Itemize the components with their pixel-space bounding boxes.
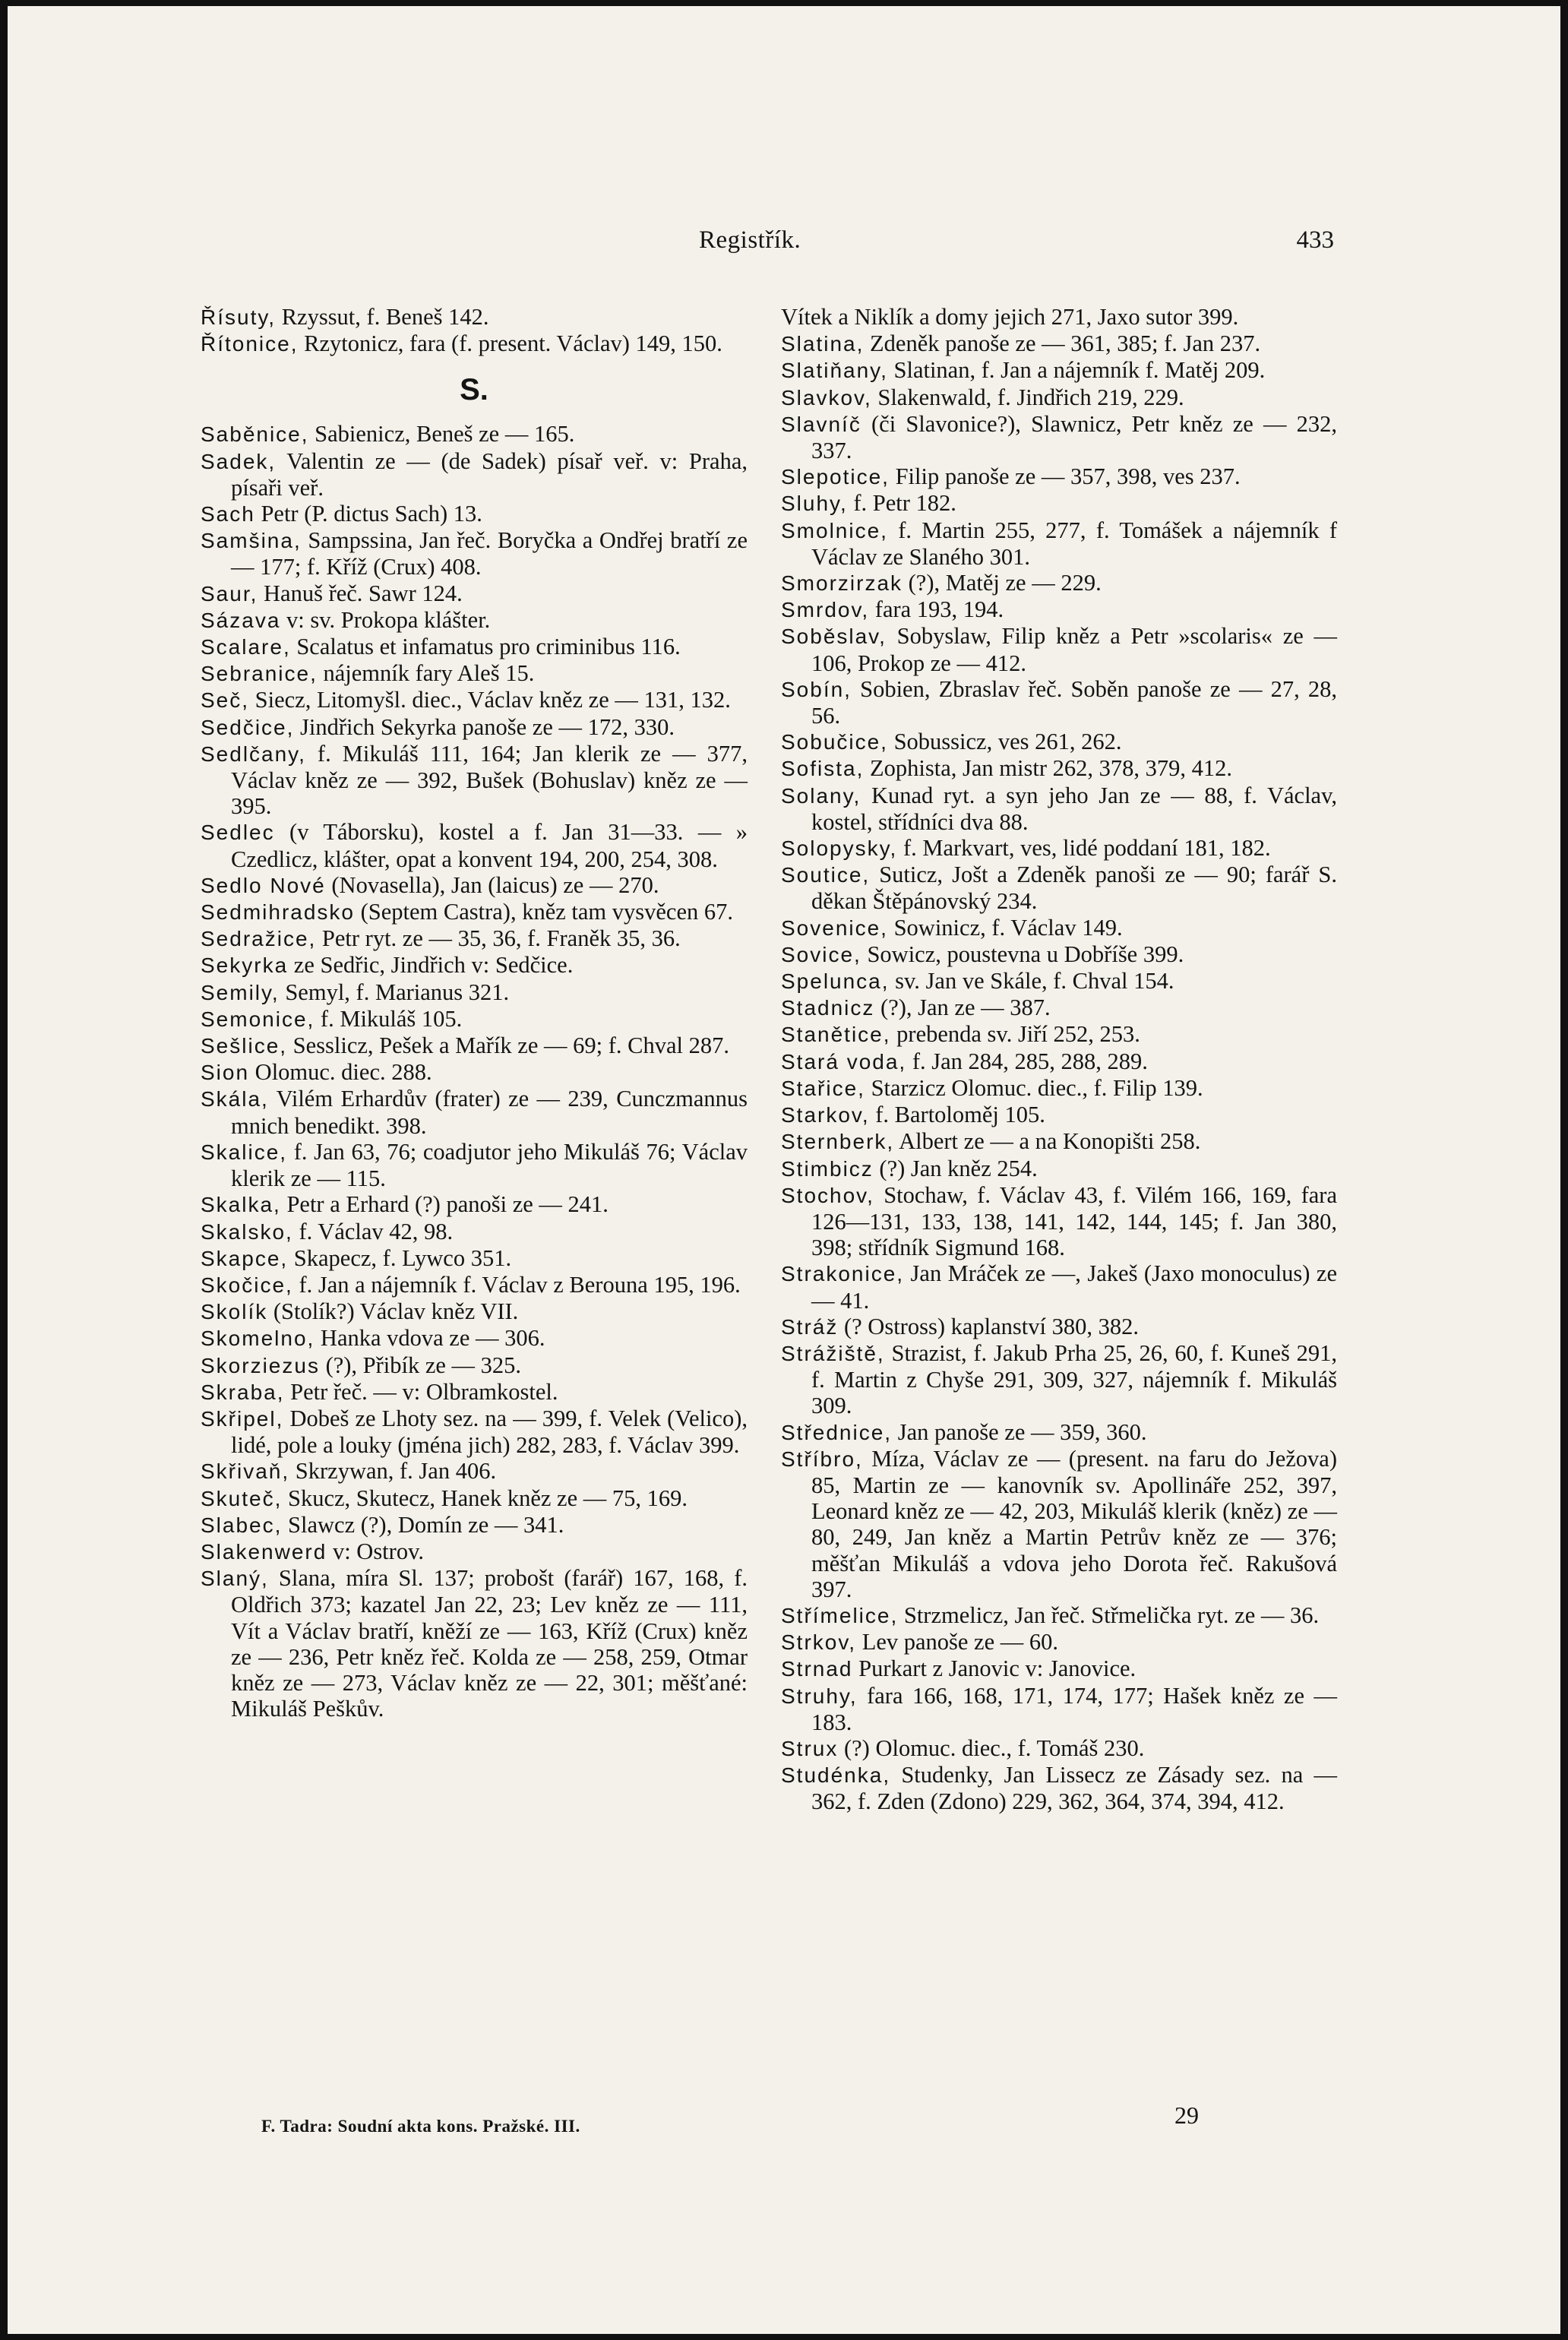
entry-text: Skapecz, f. Lywco 351. (288, 1244, 512, 1271)
entry-text: Zophista, Jan mistr 262, 378, 379, 412. (864, 755, 1232, 782)
entry-headword: Smrdov, (781, 598, 870, 622)
entry-text: Sobussicz, ves 261, 262. (887, 729, 1122, 755)
entry-text: f. Mikuláš 111, 164; Jan klerik ze — 377, Václav kněz ze — 392, Bušek (Bohuslav) kněz ze — 395. (231, 740, 748, 820)
entry-headword: Seč, (201, 688, 250, 713)
entry-text: Studenky, Jan Lissecz ze Zásady sez. na — 362, f. Zden (Zdono) 229, 362, 364, 374, 394, 412. (811, 1762, 1337, 1815)
index-entry (201, 714, 748, 741)
entry-text: ze Sedřic, Jindřich v: Sedčice. (288, 952, 574, 979)
entry-text: f. Václav 42, 98. (292, 1218, 454, 1244)
index-entry (781, 570, 1337, 596)
entry-text: Sobyslaw, Filip kněz a Petr »scolaris« ze — 106, Prokop ze — 412. (811, 623, 1337, 676)
index-entry (201, 1325, 748, 1352)
index-entry (781, 1260, 1337, 1313)
index-entry (781, 1419, 1337, 1446)
entry-text: sv. Jan ve Skále, f. Chval 154. (889, 968, 1174, 994)
entry-headword: Smolnice, (781, 518, 888, 542)
entry-headword: Starkov, (781, 1103, 870, 1127)
entry-text: Míza, Václav ze — (present. na faru do Ježova) 85, Martin ze — kanovník sv. Apollináře 252, 397, Leonard kněz ze — 42, 203, Mikuláš klerik (kněz) ze — 80, 249, Jan kněz a Martin Petrův kněz ze — 376; měšťan Mikuláš a vdova jeho Dorota řeč. Rakušová 397. (811, 1445, 1337, 1602)
entry-text: Dobeš ze Lhoty sez. na — 399, f. Velek (Velico), lidé, pole a louky (jména jich) 282, 283, f. Václav 399. (231, 1405, 748, 1459)
index-entry (201, 819, 748, 871)
entry-text: Slakenwald, f. Jindřich 219, 229. (871, 384, 1184, 410)
entry-text: Suticz, Jošt a Zdeněk panoši ze — 90; farář S. děkan Štěpánovský 234. (811, 862, 1337, 915)
entry-headword: Skála, (201, 1087, 269, 1112)
entry-headword: Střednice, (781, 1420, 893, 1444)
index-entry (781, 411, 1337, 463)
entry-headword: Samšina, (201, 529, 302, 553)
entry-text: f. Petr 182. (847, 490, 956, 517)
index-entry (781, 755, 1337, 782)
entry-text: Sobien, Zbraslav řeč. Soběn panoše ze — 27, 28, 56. (811, 675, 1337, 729)
entry-text: Sowicz, poustevna u Dobříše 399. (861, 941, 1184, 967)
index-entry (201, 304, 748, 330)
entry-text: Hanuš řeč. Sawr 124. (258, 580, 463, 606)
entry-headword: Sobín, (781, 677, 852, 701)
index-entry (201, 1379, 748, 1406)
entry-text: fara 166, 168, 171, 174, 177; Hašek kněz ze — 183. (811, 1682, 1337, 1735)
entry-text: (?) Jan kněz 254. (873, 1155, 1038, 1181)
entry-headword: Spelunca, (781, 969, 890, 994)
entry-headword: Sešlice, (201, 1034, 288, 1058)
signature-mark: 29 (1174, 2101, 1199, 2129)
entry-text: Kunad ryt. a syn jeho Jan ze — 88, f. Václav, kostel, střídníci dva 88. (811, 782, 1337, 835)
entry-headword: Smorzirzak (781, 571, 903, 596)
entry-text: Slatinan, f. Jan a nájemník f. Matěj 209. (887, 357, 1266, 384)
index-entry (201, 1485, 748, 1512)
index-entry (781, 1314, 1337, 1340)
index-entry (781, 835, 1337, 862)
entry-text: f. Markvart, ves, lidé poddaní 181, 182. (897, 835, 1271, 862)
entry-headword: Skalice, (201, 1140, 288, 1164)
entry-headword: Slavkov, (781, 385, 872, 410)
entry-text: Olomuc. diec. 288. (249, 1059, 432, 1086)
entry-text: (?), Jan ze — 387. (874, 994, 1051, 1021)
index-entry (201, 1565, 748, 1722)
index-entry (201, 421, 748, 447)
index-entry (201, 501, 748, 527)
entry-text: v: sv. Prokopa klášter. (280, 606, 491, 633)
entry-text: (Septem Castra), kněz tam vysvěcen 67. (354, 899, 733, 925)
entry-text: Petr ryt. ze — 35, 36, f. Franěk 35, 36. (316, 925, 681, 952)
entry-headword: Sion (201, 1061, 250, 1085)
entry-text: f. Jan 284, 285, 288, 289. (906, 1048, 1148, 1074)
index-entry (201, 660, 748, 687)
index-entry (201, 607, 748, 634)
entry-text: Hanka vdova ze — 306. (315, 1325, 545, 1352)
entry-text: Skucz, Skutecz, Hanek kněz ze — 75, 169. (282, 1485, 688, 1511)
index-entry (781, 1182, 1337, 1261)
index-entry (781, 384, 1337, 411)
entry-headword: Sovenice, (781, 915, 888, 940)
index-entry (201, 1191, 748, 1218)
entry-text: Sabienicz, Beneš ze — 165. (308, 421, 575, 447)
entry-text: f. Jan 63, 76; coadjutor jeho Mikuláš 76; Václav klerik ze — 115. (231, 1138, 748, 1192)
entry-text: (či Slavonice?), Slawnicz, Petr kněz ze — 232, 337. (811, 410, 1337, 464)
entry-text: f. Mikuláš 105. (315, 1005, 463, 1032)
index-entry (201, 1245, 748, 1272)
running-title: Registřík. (699, 226, 801, 254)
entry-headword: Strážiště, (781, 1341, 885, 1365)
index-entry (201, 1272, 748, 1298)
entry-headword: Sach (201, 502, 255, 526)
index-entry (201, 1086, 748, 1138)
entry-text: nájemník fary Aleš 15. (317, 660, 535, 687)
entry-headword: Strakonice, (781, 1262, 905, 1286)
index-entry (781, 1340, 1337, 1419)
entry-headword: Skalsko, (201, 1219, 293, 1244)
entry-headword: Slabec, (201, 1513, 283, 1537)
entry-headword: Slatina, (781, 332, 865, 356)
entry-headword: Stadnicz (781, 996, 875, 1020)
entry-text: Vítek a Niklík a domy jejich 271, Jaxo sutor 399. (781, 304, 1239, 330)
index-entry (781, 941, 1337, 968)
index-entry (201, 872, 748, 899)
index-entry (201, 1298, 748, 1325)
index-entry (781, 1156, 1337, 1182)
entry-headword: Stanětice, (781, 1023, 891, 1047)
entry-text: f. Bartoloměj 105. (869, 1102, 1045, 1128)
index-entry (201, 1352, 748, 1379)
index-entry (781, 1128, 1337, 1155)
document-page (8, 6, 1560, 2334)
entry-headword: Stříbro, (781, 1447, 863, 1471)
index-entry (781, 490, 1337, 517)
entry-headword: Slaný, (201, 1567, 269, 1591)
entry-headword: Skřivaň, (201, 1459, 290, 1484)
entry-text: Rzyssut, f. Beneš 142. (276, 304, 489, 330)
index-entry (781, 1735, 1337, 1762)
entry-headword: Sobučice, (781, 730, 888, 754)
entry-text: Zdeněk panoše ze — 361, 385; f. Jan 237. (864, 330, 1261, 357)
entry-headword: Slatiňany, (781, 359, 888, 383)
index-entry (781, 1655, 1337, 1682)
index-entry (781, 1075, 1337, 1102)
right-column (781, 304, 1337, 1815)
entry-headword: Sázava (201, 608, 281, 632)
entry-headword: Solany, (781, 783, 861, 808)
index-entry (201, 1032, 748, 1059)
index-entry (781, 729, 1337, 755)
index-entry (201, 899, 748, 925)
entry-headword: Strkov, (781, 1630, 857, 1655)
entry-headword: Stochov, (781, 1183, 874, 1207)
entry-text: (?), Přibík ze — 325. (319, 1352, 522, 1378)
entry-text: Scalatus et infamatus pro criminibus 116. (290, 634, 681, 660)
entry-headword: Sofista, (781, 757, 865, 781)
index-entry (781, 783, 1337, 835)
entry-text: Petr (P. dictus Sach) 13. (254, 501, 482, 527)
entry-headword: Sedlo Nové (201, 873, 326, 897)
entry-headword: Struhy, (781, 1684, 858, 1708)
entry-text: Vilém Erhardův (frater) ze — 239, Cunczmannus mnich benedikt. 398. (231, 1086, 748, 1139)
index-entry (201, 1006, 748, 1032)
entry-text: Strazist, f. Jakub Prha 25, 26, 60, f. Kuneš 291, f. Martin z Chyše 291, 309, 327, nájemník f. Mikuláš 309. (811, 1339, 1337, 1419)
entry-headword: Sedražice, (201, 927, 317, 951)
index-entry (781, 330, 1337, 357)
index-entry (781, 862, 1337, 914)
index-entry (781, 596, 1337, 623)
entry-headword: Saur, (201, 581, 258, 606)
entry-headword: Skomelno, (201, 1327, 315, 1351)
index-entry (781, 1021, 1337, 1048)
entry-headword: Stimbicz (781, 1156, 874, 1181)
entry-headword: Skorziezus (201, 1353, 320, 1377)
entry-headword: Semily, (201, 980, 280, 1004)
index-entry (781, 304, 1337, 330)
index-entry (201, 1219, 748, 1245)
entry-headword: Sekyrka (201, 953, 289, 978)
entry-text: Slana, míra Sl. 137; probošt (farář) 167, 168, f. Oldřich 373; kazatel Jan 22, 23; Lev kněz ze — 111, Vít a Václav bratří, kněží ze — 163, Kříž (Crux) kněz ze — 236, Petr kněz řeč. Kolda ze — 258, 259, Otmar kněz ze — 273, Václav kněz ze — 22, 301; měšťané: Mikuláš Peškův. (231, 1565, 748, 1722)
entry-text: prebenda sv. Jiří 252, 253. (890, 1021, 1140, 1048)
index-entry (201, 1512, 748, 1538)
entry-headword: Sternberk, (781, 1130, 895, 1154)
entry-text: Petr řeč. — v: Olbramkostel. (284, 1378, 558, 1405)
entry-headword: Skapce, (201, 1246, 289, 1270)
index-entry (781, 357, 1337, 384)
entry-text: Filip panoše ze — 357, 398, ves 237. (889, 463, 1241, 490)
page-number: 433 (1296, 226, 1334, 254)
entry-text: Slawcz (?), Domín ze — 341. (282, 1511, 564, 1538)
index-entry (201, 1538, 748, 1565)
entry-headword: Sebranice, (201, 662, 318, 686)
index-entry (201, 580, 748, 607)
entry-headword: Saběnice, (201, 422, 309, 447)
entry-text: v: Ostrov. (327, 1538, 424, 1564)
index-entry (201, 448, 748, 501)
index-entry (201, 687, 748, 713)
entry-headword: Sedmihradsko (201, 900, 355, 925)
entry-headword: Skalka, (201, 1193, 281, 1217)
entry-headword: Strux (781, 1736, 839, 1760)
entry-text: Skrzywan, f. Jan 406. (289, 1458, 497, 1485)
entry-text: Rzytonicz, fara (f. present. Václav) 149, 150. (298, 330, 722, 357)
entry-text: Valentin ze — (de Sadek) písař veř. v: Praha, písaři veř. (231, 447, 748, 501)
entry-text: Lev panoše ze — 60. (856, 1629, 1058, 1655)
index-entry (781, 463, 1337, 490)
index-entry (201, 330, 748, 357)
entry-headword: Scalare, (201, 635, 291, 659)
index-entry (781, 915, 1337, 941)
index-entry (201, 1406, 748, 1458)
entry-headword: Skraba, (201, 1380, 285, 1404)
entry-headword: Střímelice, (781, 1603, 899, 1627)
index-entry (781, 623, 1337, 675)
entry-text: Semyl, f. Marianus 321. (279, 979, 510, 1005)
entry-text: Strzmelicz, Jan řeč. Střmelička ryt. ze — 36. (898, 1602, 1320, 1628)
entry-text: (?) Olomuc. diec., f. Tomáš 230. (838, 1734, 1145, 1761)
entry-text: Sowinicz, f. Václav 149. (887, 914, 1123, 941)
index-entry (201, 925, 748, 952)
entry-text: Jan Mráček ze —, Jakeš (Jaxo monoculus) ze — 41. (811, 1260, 1337, 1314)
entry-headword: Skřipel, (201, 1406, 284, 1431)
index-entry (201, 741, 748, 820)
index-entry (201, 634, 748, 660)
index-entry (201, 979, 748, 1006)
entry-text: (Novasella), Jan (laicus) ze — 270. (325, 871, 659, 898)
entry-headword: Sedlec (201, 821, 275, 845)
entry-headword: Slepotice, (781, 465, 890, 489)
entry-headword: Sluhy, (781, 492, 848, 516)
index-entry (781, 517, 1337, 570)
entry-text: Albert ze — a na Konopišti 258. (894, 1128, 1201, 1155)
entry-headword: Soutice, (781, 863, 871, 887)
footer-imprint: F. Tadra: Soudní akta kons. Pražské. III. (261, 2117, 580, 2136)
entry-headword: Soběslav, (781, 625, 887, 649)
entry-text: fara 193, 194. (869, 596, 1004, 623)
entry-text: f. Martin 255, 277, f. Tomášek a nájemník f Václav ze Slaného 301. (811, 517, 1337, 570)
entry-headword: Solopysky, (781, 836, 898, 861)
index-entry (781, 1602, 1337, 1629)
entry-headword: Slakenwerd (201, 1539, 327, 1564)
index-entry (201, 527, 748, 580)
entry-text: Sesslicz, Pešek a Mařík ze — 69; f. Chval 287. (287, 1032, 729, 1059)
index-entry (201, 952, 748, 979)
index-entry (781, 1629, 1337, 1655)
entry-headword: Skolík (201, 1300, 268, 1324)
index-entry (781, 1048, 1337, 1075)
entry-headword: Stará voda, (781, 1049, 907, 1074)
index-entry (201, 1458, 748, 1485)
entry-headword: Sedčice, (201, 715, 295, 739)
entry-text: Sampssina, Jan řeč. Boryčka a Ondřej bratří ze — 177; f. Kříž (Crux) 408. (231, 527, 748, 580)
entry-text: (v Táborsku), kostel a f. Jan 31—33. — » Czedlicz, klášter, opat a konvent 194, 200, 254, 308. (231, 819, 748, 872)
entry-headword: Stařice, (781, 1076, 865, 1100)
entry-headword: Stráž (781, 1314, 839, 1339)
entry-headword: Řítonice, (201, 332, 299, 356)
entry-headword: Sovice, (781, 942, 861, 966)
entry-headword: Skočice, (201, 1273, 293, 1297)
entry-headword: Slavníč (781, 412, 861, 436)
index-entry (781, 1683, 1337, 1735)
index-entry (781, 1762, 1337, 1814)
entry-headword: Řísuty, (201, 305, 277, 329)
entry-headword: Skuteč, (201, 1486, 283, 1510)
page-header (8, 226, 1560, 261)
entry-headword: Semonice, (201, 1007, 315, 1031)
index-entry (781, 1446, 1337, 1602)
entry-text: (? Ostross) kaplanství 380, 382. (838, 1313, 1139, 1339)
entry-text: Petr a Erhard (?) panoši ze — 241. (280, 1191, 609, 1218)
index-entry (201, 1059, 748, 1086)
index-entry (781, 676, 1337, 729)
entry-text: (?), Matěj ze — 229. (903, 570, 1102, 596)
section-letter: S. (460, 373, 488, 407)
index-entry (781, 1102, 1337, 1128)
entry-text: f. Jan a nájemník f. Václav z Berouna 195, 196. (292, 1271, 741, 1298)
entry-text: Starzicz Olomuc. diec., f. Filip 139. (865, 1074, 1203, 1101)
entry-text: Stochaw, f. Václav 43, f. Vilém 166, 169, fara 126—131, 133, 138, 141, 142, 144, 145; f. Jan 380, 398; střídník Sigmund 168. (811, 1181, 1337, 1261)
entry-headword: Sedlčany, (201, 742, 306, 766)
entry-text: Siecz, Litomyšl. diec., Václav kněz ze — 131, 132. (249, 687, 731, 713)
entry-text: Jindřich Sekyrka panoše ze — 172, 330. (294, 713, 675, 740)
entry-text: (Stolík?) Václav kněz VII. (267, 1298, 519, 1325)
entry-headword: Strnad (781, 1657, 853, 1681)
entry-text: Jan panoše ze — 359, 360. (892, 1418, 1147, 1445)
left-column (201, 304, 748, 1722)
index-entry (201, 1139, 748, 1191)
entry-headword: Studénka, (781, 1763, 891, 1788)
entry-headword: Sadek, (201, 449, 277, 473)
entry-text: Purkart z Janovic v: Janovice. (852, 1655, 1136, 1682)
index-entry (781, 994, 1337, 1021)
index-entry (781, 968, 1337, 994)
